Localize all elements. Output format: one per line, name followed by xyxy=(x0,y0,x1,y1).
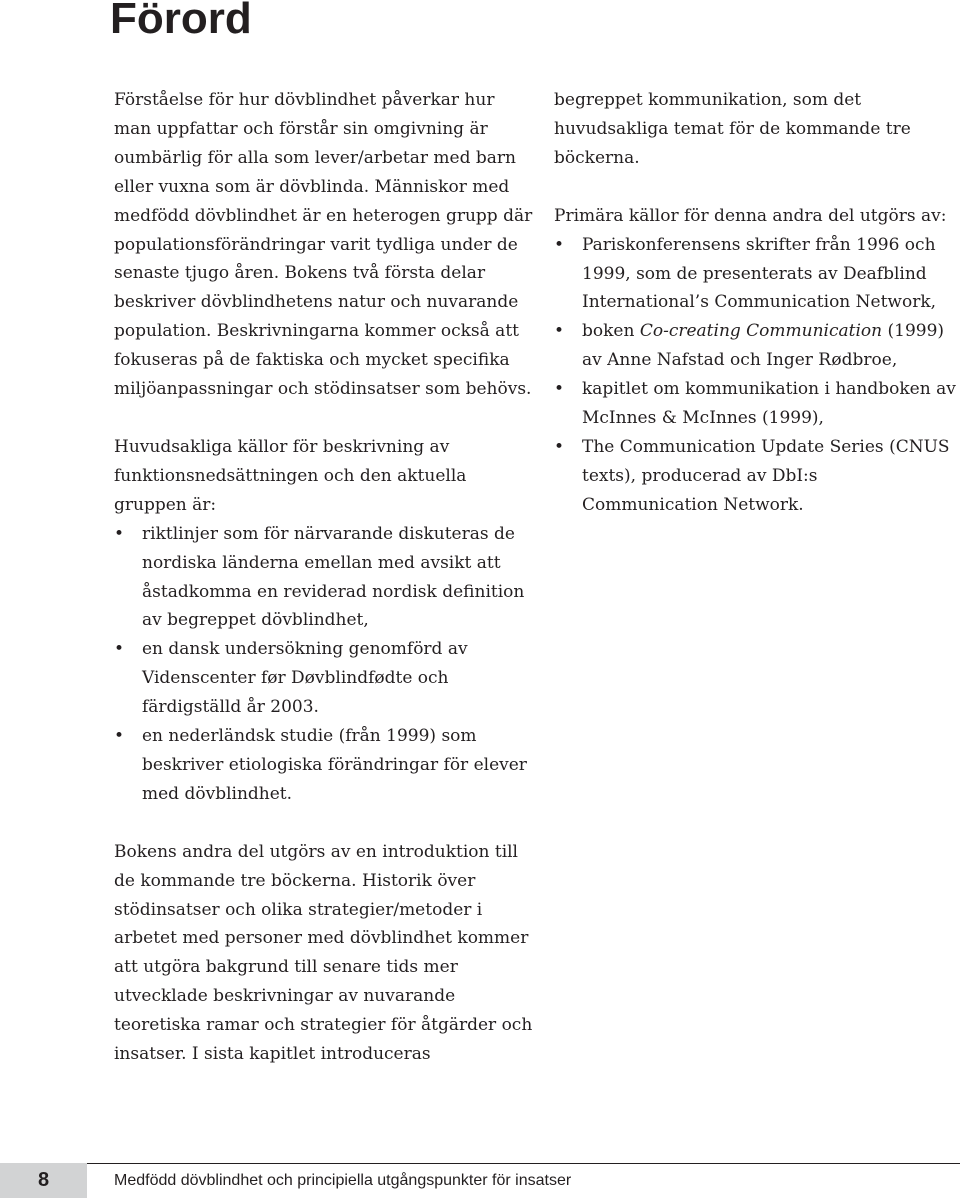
continuation-paragraph: begreppet kommunikation, som det huvudsakliga temat för de kommande tre böckerna. xyxy=(554,90,911,168)
list-item-suffix: (1999) av Anne Nafstad och Inger Rødbroe, xyxy=(582,321,945,371)
list-item: • riktlinjer som för närvarande diskuteras de nordiska länderna emellan med avsikt att åstadkomma en reviderad nordisk definition av begreppet dövblindhet, xyxy=(114,520,534,636)
footer-rule xyxy=(87,1163,960,1164)
intro-paragraph: Förståelse för hur dövblindhet påverkar hur man uppfattar och förstår sin omgivning är oumbärlig för alla som lever/arbetar med barn eller vuxna som är dövblinda. Människor med medfödd dövblindhet är en heterogen grupp där populationsförändringar varit tydliga under de senaste tjugo åren. Bokens två första delar beskriver dövblindhetens natur och nuvarande population. Beskrivningarna kommer också att fokuseras på de faktiska och mycket specifika miljöanpassningar och stödinsatser som behövs. xyxy=(114,90,533,400)
page-title: Förord xyxy=(110,0,252,43)
list-item: • The Communication Update Series (CNUS texts), producerad av DbI:s Communication Network. xyxy=(554,433,958,520)
list-item xyxy=(554,317,958,375)
second-part-paragraph: Bokens andra del utgörs av en introduktion till de kommande tre böckerna. Historik över stödinsatser och olika strategier/metoder i arbetet med personer med dövblindhet kommer att utgöra bakgrund till senare tids mer utvecklade beskrivningar av nuvarande teoretiska ramar och strategier för åtgärder och insatser. I sista kapitlet introduceras xyxy=(114,841,533,1065)
page-number: 8 xyxy=(0,1163,87,1198)
list-item: • en dansk undersökning genomförd av Videnscenter før Døvblindfødte och färdigställd år 2003. xyxy=(114,635,534,722)
running-title: Medfödd dövblindhet och principiella utgångspunkter för insatser xyxy=(114,1172,572,1189)
left-column xyxy=(114,86,534,1069)
list-item-prefix: boken xyxy=(582,321,640,342)
primary-sources-paragraph: Primära källor för denna andra del utgörs av: xyxy=(554,205,947,226)
list-item: • Pariskonferensens skrifter från 1996 och 1999, som de presenterats av Deafblind International’s Communication Network, xyxy=(554,231,958,318)
list-item: • kapitlet om kommunikation i handboken av McInnes & McInnes (1999), xyxy=(554,375,958,433)
sources-list xyxy=(114,520,534,809)
right-column xyxy=(554,86,958,520)
primary-sources-list xyxy=(554,231,958,520)
book-title: Co-creating Communication xyxy=(639,321,883,342)
list-item: • en nederländsk studie (från 1999) som beskriver etiologiska förändringar för elever med dövblindhet. xyxy=(114,722,534,809)
sources-intro-paragraph: Huvudsakliga källor för beskrivning av funktionsnedsättningen och den aktuella gruppen är: xyxy=(114,436,467,515)
